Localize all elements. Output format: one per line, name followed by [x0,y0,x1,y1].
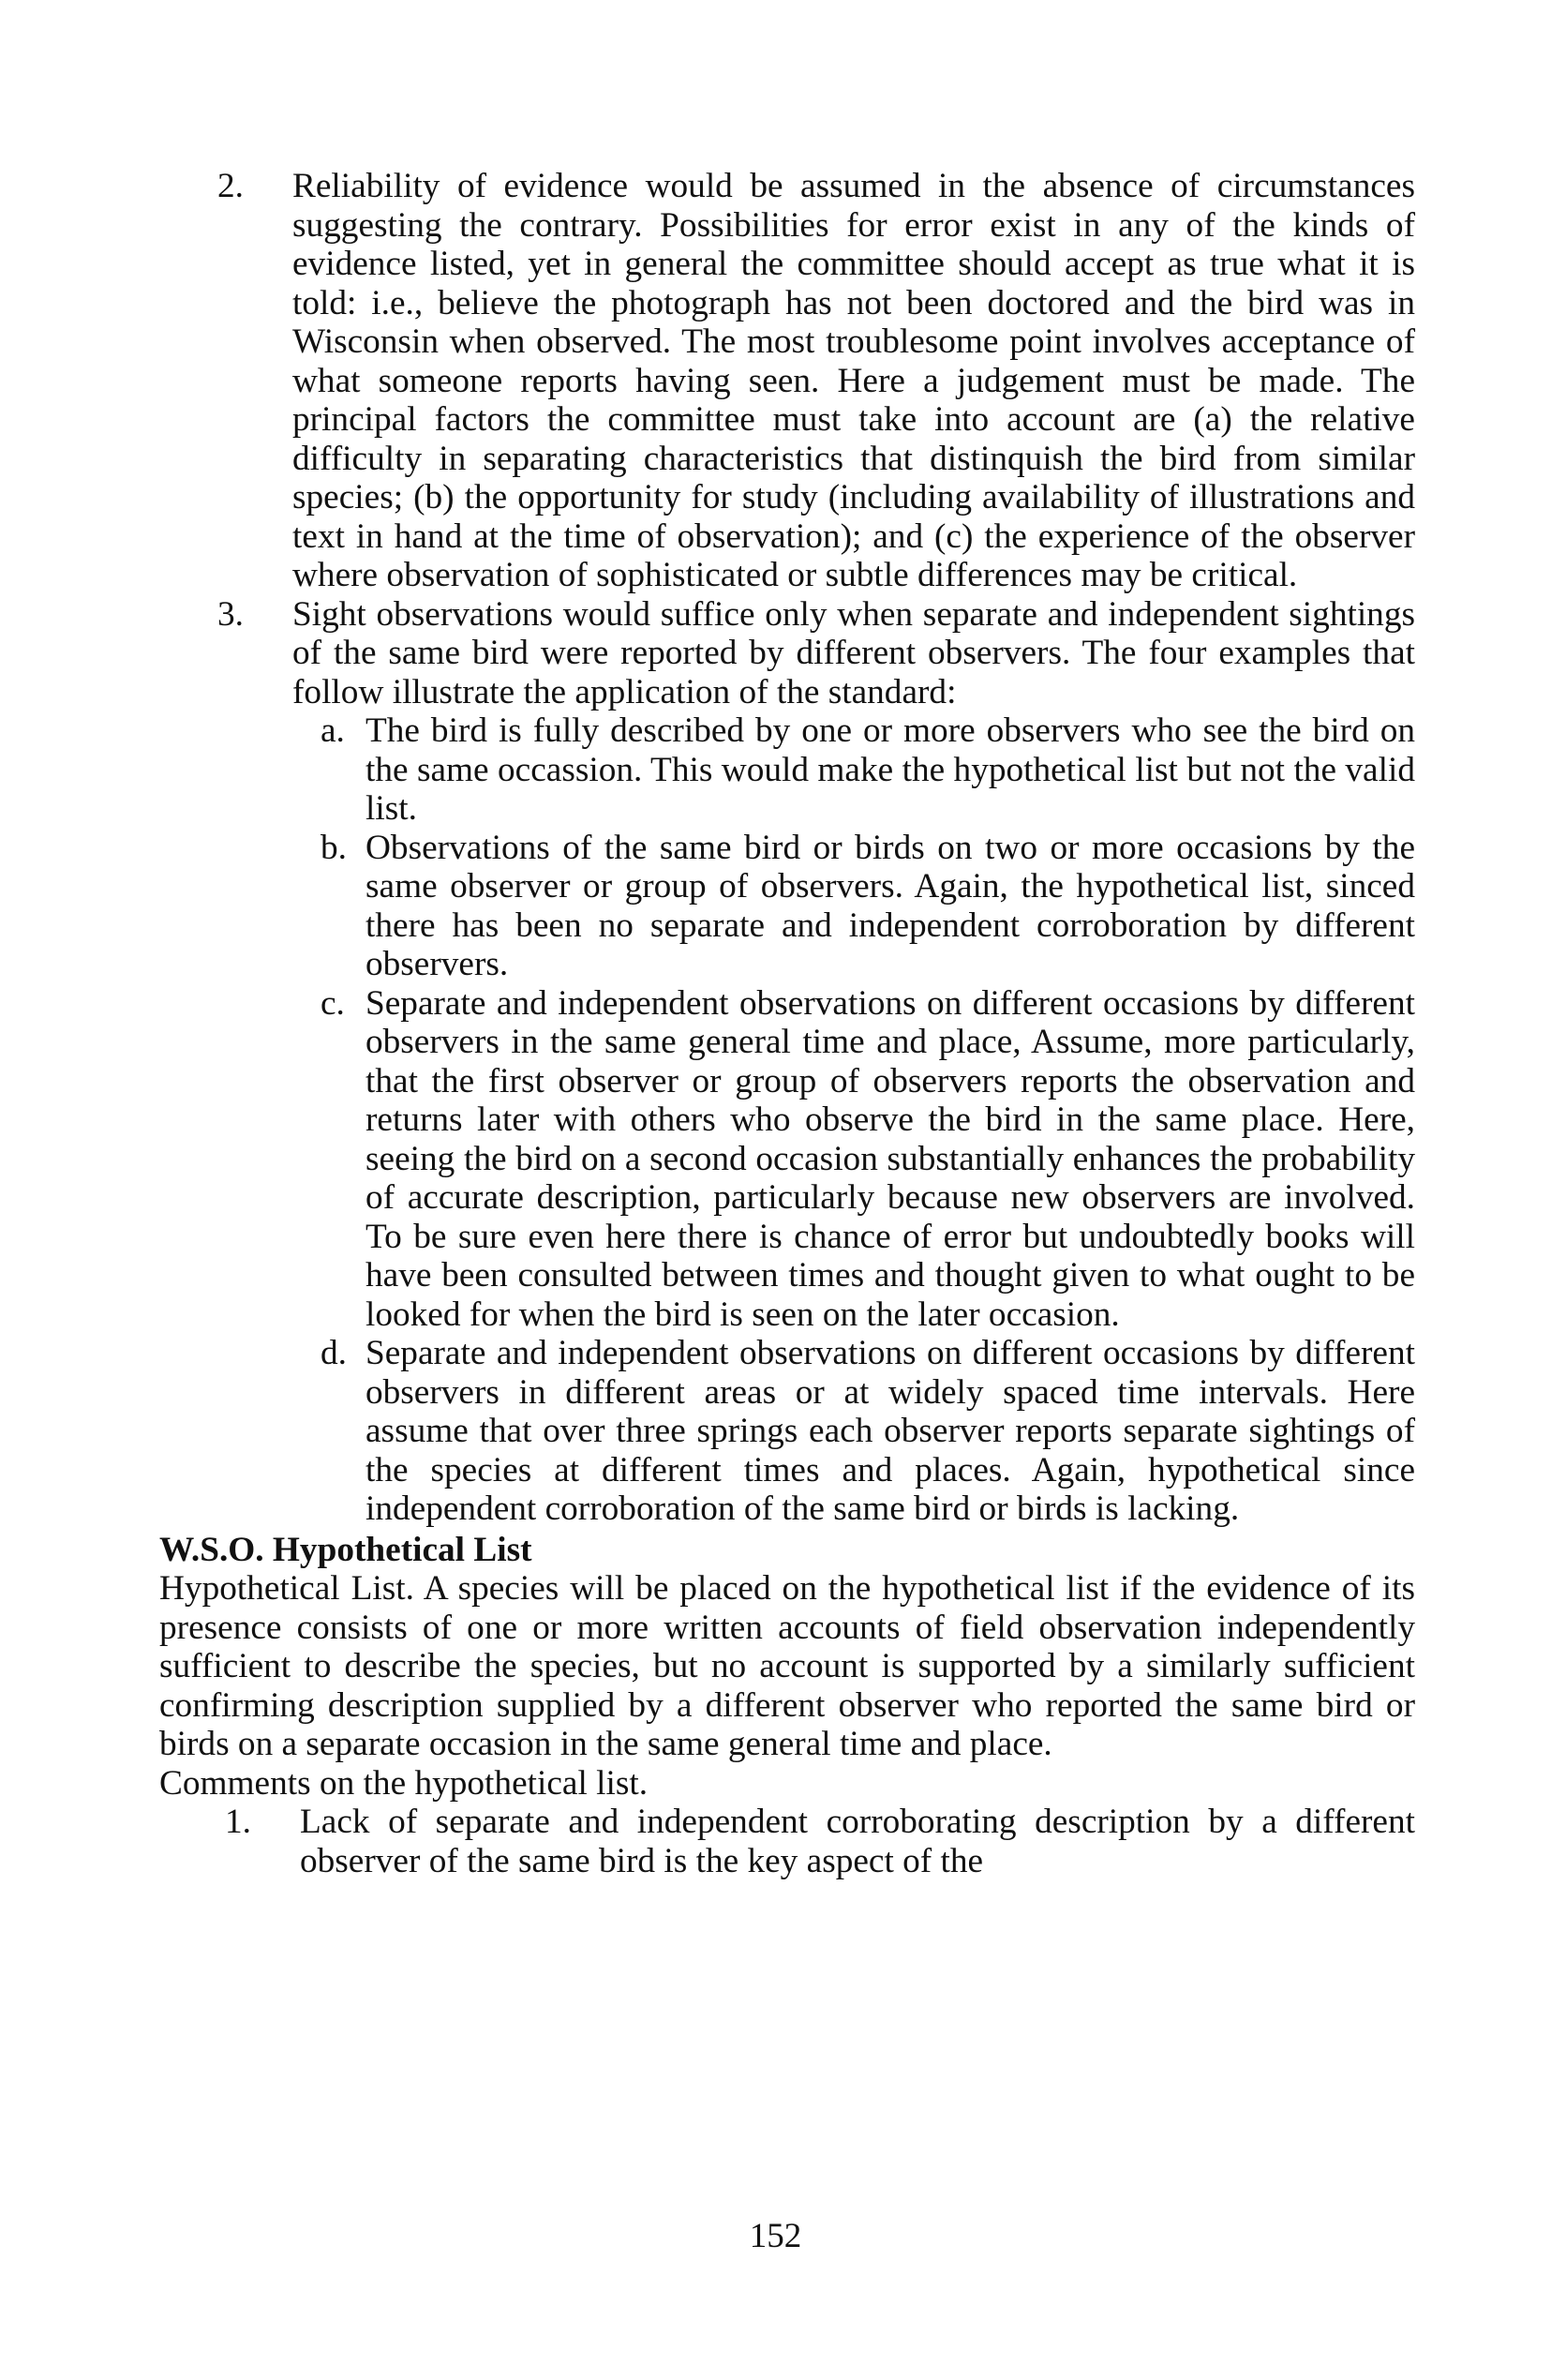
comment-item-1 [159,1803,1415,1880]
sub-item-a [159,711,1415,829]
sub-item-d [159,1334,1415,1529]
list-number: 3. [217,594,244,634]
sub-item-text: The bird is fully described by one or more observers who see the bird on the same occassion. This would make the hypothetical list but not the valid list. [365,711,1415,828]
list-number: 2. [217,167,244,205]
comments-intro: Comments on the hypothetical list. [159,1763,649,1803]
section-paragraph: Hypothetical List. A species will be placed on the hypothetical list if the evidence of its presence consists of one or more written accounts of field observation independently sufficient to describe the species, but no account is supported by a similarly sufficient confirming description supplied by a different observer who reported the same bird or birds on a separate occasion in the same general time and place. [159,1569,1415,1763]
sub-item-letter: b. [321,828,347,867]
sub-item-b [159,829,1415,984]
section-heading: W.S.O. Hypothetical List [159,1530,532,1569]
body-text [159,167,1415,1880]
list-item-2 [159,167,1415,595]
sub-item-letter: a. [321,711,345,750]
sub-item-text: Observations of the same bird or birds on two or more occasions by the same observer or group of observers. Again, the hypothetical list, sinced there has been no separate and independent corroboration by different observers. [365,828,1415,983]
page-number: 152 [749,2217,802,2255]
comment-text: Lack of separate and independent corroborating description by a different observer of the same bird is the key aspect of the [300,1803,1415,1880]
sub-item-letter: d. [321,1334,347,1372]
list-item-3 [159,595,1415,712]
list-item-text: Sight observations would suffice only when separate and independent sightings of the same bird were reported by different observers. The four examples that follow illustrate the application of the standard: [292,594,1415,711]
sub-item-letter: c. [321,983,345,1023]
list-item-text: Reliability of evidence would be assumed in the absence of circumstances suggesting the contrary. Possibilities for error exist in any of the kinds of evidence listed, yet in general the committee should accept as true what it is told: i.e., believe the photograph has not been doctored and the bird was in Wisconsin when observed. The most troublesome point involves acceptance of what someone reports having seen. Here a judgement must be made. The principal factors the committee must take into account are (a) the relative difficulty in separating characteristics that distinquish the bird from similar species; (b) the opportunity for study (including availability of illustrations and text in hand at the time of observation); and (c) the experience of the observer where observation of sophisticated or subtle differences may be critical. [292,167,1415,594]
sub-item-c [159,984,1415,1335]
sub-item-text: Separate and independent observations on different occasions by different observers in different areas or at widely spaced time intervals. Here assume that over three springs each observer reports separate sightings of the species at different times and places. Again, hypothetical since independent corroboration of the same bird or birds is lacking. [365,1334,1415,1528]
list-number: 1. [225,1803,251,1841]
sub-item-text: Separate and independent observations on different occasions by different observers in the same general time and place, Assume, more particularly, that the first observer or group of observers reports the observation and returns later with others who observe the bird in the same place. Here, seeing the bird on a second occasion substantially enhances the probability of accurate description, particularly because new observers are involved. To be sure even here there is chance of error but undoubtedly books will have been consulted between times and thought given to what ought to be looked for when the bird is seen on the later occasion. [365,983,1415,1334]
